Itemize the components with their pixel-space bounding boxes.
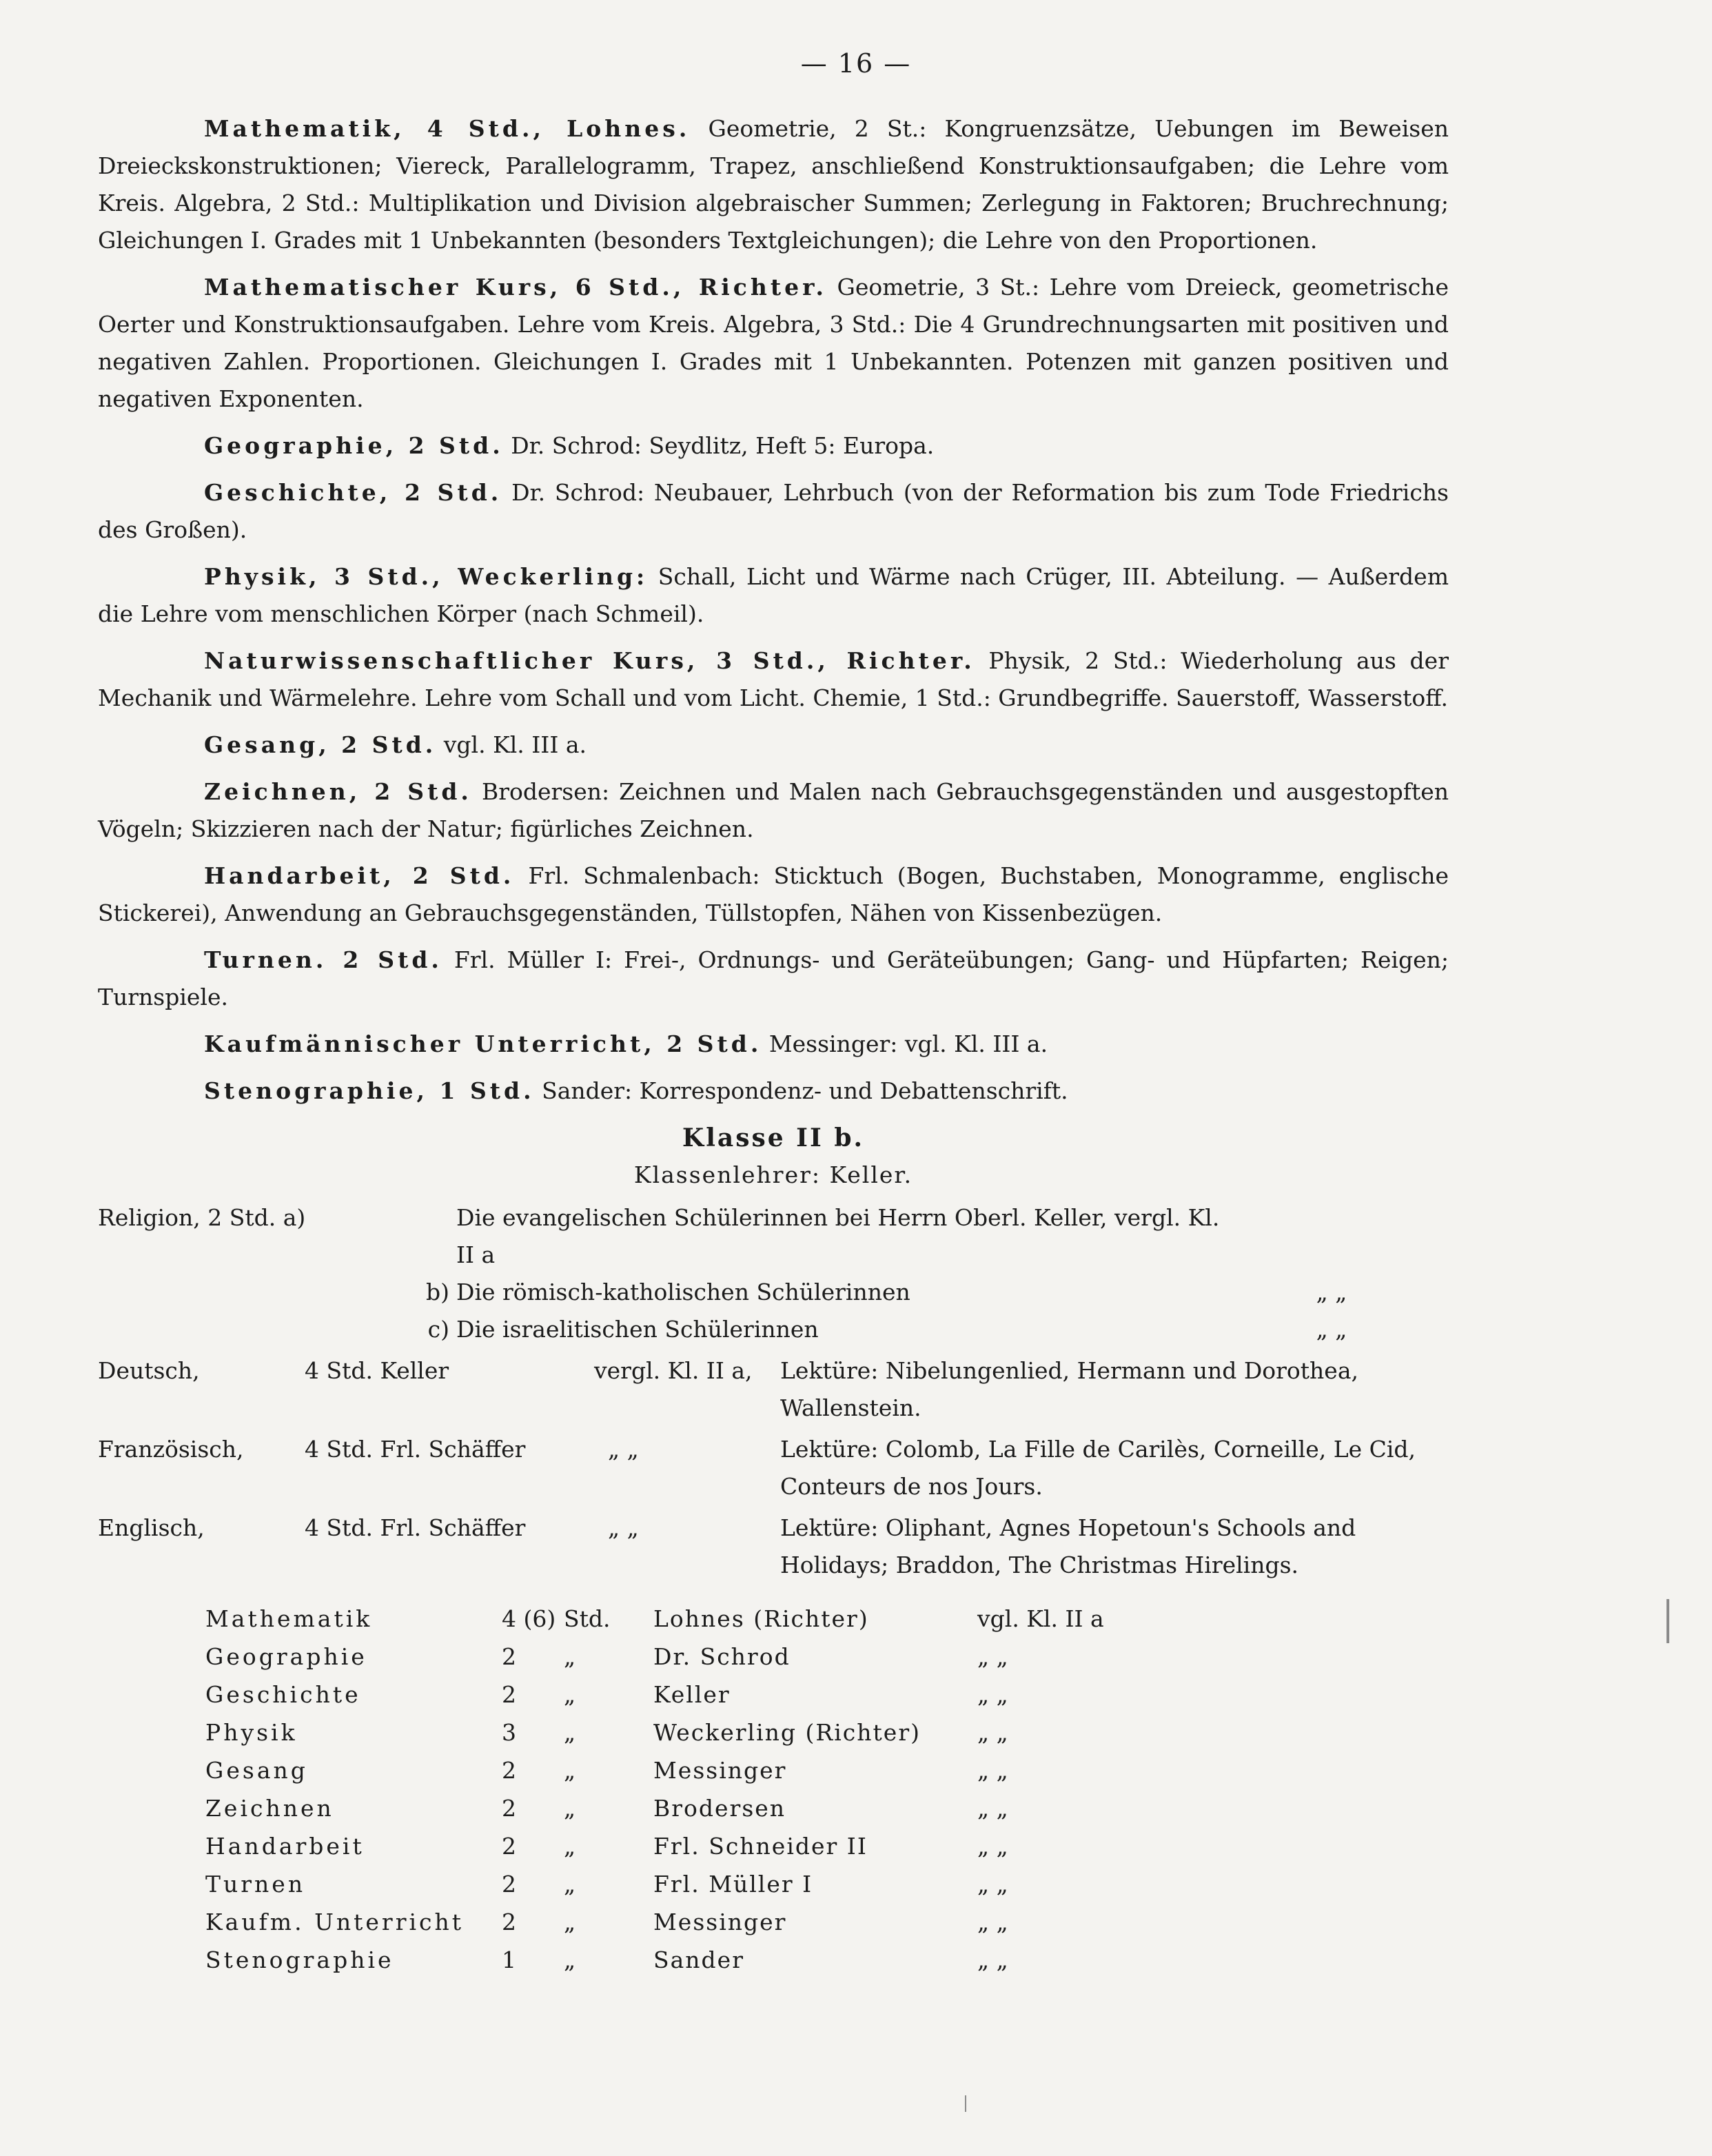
paragraph: Stenographie, 1 Std. Sander: Korrespondenz- und Debattenschrift. [204,1077,1068,1104]
table-row: Physik 3 „ Weckerling (Richter) „ „ [205,1719,1008,1746]
religion-row: b) Die römisch-katholischen Schülerinnen „ „ [426,1279,1347,1305]
paragraph: Mathematik, 4 Std., Lohnes. Geometrie, 2 St.: Kongruenzsätze, Uebungen im Beweisen Dreieckskonstruktionen; Viereck, Parallelogramm, Trapez, anschließend Konstruktionsaufgaben; die Lehre vom Kreis. Algebra, 2 Std.: Multiplikation und Division algebraischer Summen; Zerlegung in Faktoren; Bruchrechnung; Gleichungen I. Grades mit 1 Unbekannten (besonders Textgleichungen); die Lehre von den Proportionen. [98,115,1449,254]
table-row: Turnen 2 „ Frl. Müller I „ „ [205,1871,1008,1898]
hours-table [205,1600,1143,1980]
table-row: Handarbeit 2 „ Frl. Schneider II „ „ [205,1833,1008,1860]
religion-row: c) Die israelitischen Schülerinnen „ „ [427,1316,1347,1343]
table-row: Geographie 2 „ Dr. Schrod „ „ [205,1643,1008,1670]
paragraph: Naturwissenschaftlicher Kurs, 3 Std., Richter. Physik, 2 Std.: Wiederholung aus der Mechanik und Wärmelehre. Lehre vom Schall und vom Licht. Chemie, 1 Std.: Grundbegriffe. Sauerstoff, Wasserstoff. [98,647,1449,711]
class-teacher: Klassenlehrer: Keller. [633,1161,913,1188]
paragraph: Zeichnen, 2 Std. Brodersen: Zeichnen und Malen nach Gebrauchsgegenständen und ausgestopften Vögeln; Skizzieren nach der Natur; figürliches Zeichnen. [98,778,1449,842]
language-row: Deutsch, 4 Std. Keller vergl. Kl. II a, Lektüre: Nibelungenlied, Hermann und Dorothea, Wallenstein. [98,1357,1359,1421]
paragraph: Gesang, 2 Std. vgl. Kl. III a. [204,731,587,758]
language-section [98,1352,1449,1584]
table-row: Stenographie 1 „ Sander „ „ [205,1946,1008,1973]
religion-row: Religion, 2 Std. a) Die evangelischen Schülerinnen bei Herrn Oberl. Keller, vergl. Kl. II a [98,1204,1220,1268]
class-heading: Klasse II b. [682,1123,865,1152]
table-row: Zeichnen 2 „ Brodersen „ „ [205,1795,1008,1822]
paragraph: Geographie, 2 Std. Dr. Schrod: Seydlitz, Heft 5: Europa. [204,432,935,459]
paragraph: Physik, 3 Std., Weckerling: Schall, Licht und Wärme nach Crüger, III. Abteilung. — Außerdem die Lehre vom menschlichen Körper (nach Schmeil). [98,563,1449,627]
language-row: Englisch, 4 Std. Frl. Schäffer „ „ Lektüre: Oliphant, Agnes Hopetoun's Schools and Holidays; Braddon, The Christmas Hirelings. [98,1514,1356,1578]
religion-section [98,1199,1449,1348]
language-row: Französisch, 4 Std. Frl. Schäffer „ „ Lektüre: Colomb, La Fille de Carilès, Corneille, Le Cid, Conteurs de nos Jours. [98,1436,1416,1500]
table-row: Kaufm. Unterricht 2 „ Messinger „ „ [205,1909,1008,1935]
table-row: Gesang 2 „ Messinger „ „ [205,1757,1008,1784]
paragraph: Geschichte, 2 Std. Dr. Schrod: Neubauer, Lehrbuch (von der Reformation bis zum Tode Friedrichs des Großen). [98,479,1449,543]
paragraph: Kaufmännischer Unterricht, 2 Std. Messinger: vgl. Kl. III a. [204,1030,1048,1057]
table-row: Geschichte 2 „ Keller „ „ [205,1681,1008,1708]
paragraph: Handarbeit, 2 Std. Frl. Schmalenbach: Sticktuch (Bogen, Buchstaben, Monogramme, englische Stickerei), Anwendung an Gebrauchsgegenständen, Tüllstopfen, Nähen von Kissenbezügen. [98,862,1449,926]
paragraph: Turnen. 2 Std. Frl. Müller I: Frei-, Ordnungs- und Geräteübungen; Gang- und Hüpfarten; Reigen; Turnspiele. [98,946,1449,1010]
page-content [98,110,1449,1980]
scan-mark [1667,1599,1669,1643]
table-row: Mathematik 4 (6) Std. Lohnes (Richter) vgl. Kl. II a [205,1605,1104,1632]
page-number: — 16 — [800,48,912,79]
paragraph-list [98,110,1449,1110]
scan-mark [965,2095,966,2112]
paragraph: Mathematischer Kurs, 6 Std., Richter. Geometrie, 3 St.: Lehre vom Dreieck, geometrische Oerter und Konstruktionsaufgaben. Lehre vom Kreis. Algebra, 3 Std.: Die 4 Grundrechnungsarten mit positiven und negativen Zahlen. Proportionen. Gleichungen I. Grades mit 1 Unbekannten. Potenzen mit ganzen positiven und negativen Exponenten. [98,274,1449,412]
